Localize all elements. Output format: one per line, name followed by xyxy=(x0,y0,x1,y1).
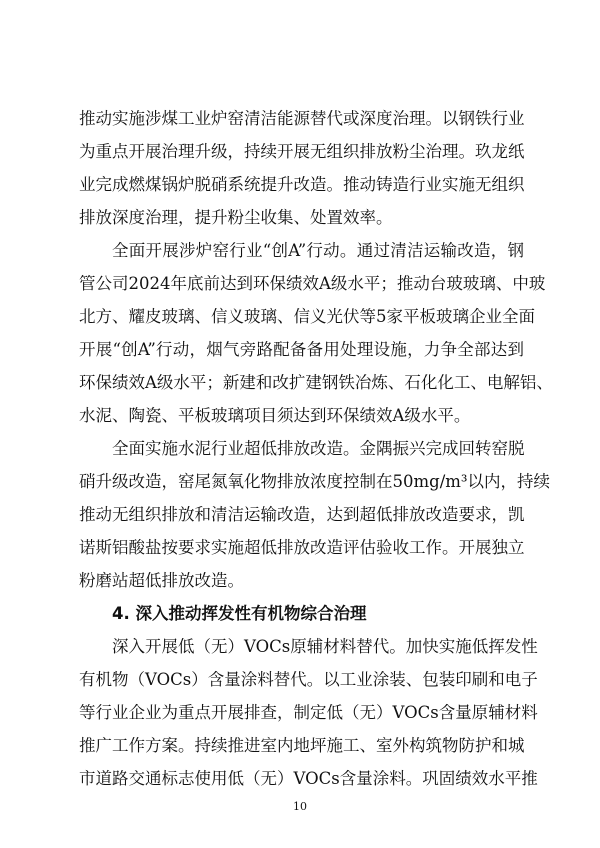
paragraph-1-line-1: 推动实施涉煤工业炉窑清洁能源替代或深度治理。以钢铁行业 xyxy=(79,109,525,128)
paragraph-3-line-1: 全面实施水泥行业超低排放改造。金隅振兴完成回转窑脱 xyxy=(112,439,525,458)
paragraph-4-line-4: 推广工作方案。持续推进室内地坪施工、室外构筑物防护和城 xyxy=(79,736,525,755)
paragraph-2-line-3: 北方、耀皮玻璃、信义玻璃、信义光伏等5家平板玻璃企业全面 xyxy=(79,307,535,326)
paragraph-4-line-5: 市道路交通标志使用低（无）VOCs含量涂料。巩固绩效水平推 xyxy=(79,769,538,788)
paragraph-2-line-1: 全面开展涉炉窑行业“创A”行动。通过清洁运输改造，钢 xyxy=(112,241,524,260)
paragraph-2-line-4: 开展“创A”行动，烟气旁路配备备用处理设施，力争全部达到 xyxy=(79,340,524,359)
page-number: 10 xyxy=(293,800,307,813)
paragraph-1-line-3: 业完成燃煤锅炉脱硝系统提升改造。推动铸造行业实施无组织 xyxy=(79,175,525,194)
paragraph-1-line-2: 为重点开展治理升级，持续开展无组织排放粉尘治理。玖龙纸 xyxy=(79,142,525,161)
paragraph-3-line-5: 粉磨站超低排放改造。 xyxy=(79,571,244,590)
paragraph-3-line-4: 诺斯铝酸盐按要求实施超低排放改造评估验收工作。开展独立 xyxy=(79,538,525,557)
paragraph-3-line-3: 推动无组织排放和清洁运输改造，达到超低排放改造要求，凯 xyxy=(79,505,525,524)
paragraph-4-line-3: 等行业企业为重点开展排查，制定低（无）VOCs含量原辅材料 xyxy=(79,703,538,722)
paragraph-2-line-6: 水泥、陶瓷、平板玻璃项目须达到环保绩效A级水平。 xyxy=(79,406,471,425)
paragraph-1-line-4: 排放深度治理，提升粉尘收集、处置效率。 xyxy=(79,208,393,227)
paragraph-2-line-2: 管公司2024年底前达到环保绩效A级水平；推动台玻玻璃、中玻 xyxy=(79,274,546,293)
paragraph-2-line-5: 环保绩效A级水平；新建和改扩建钢铁冶炼、石化化工、电解铝、 xyxy=(79,373,553,392)
section-heading: 4. 深入推动挥发性有机物综合治理 xyxy=(112,604,367,623)
paragraph-4-line-1: 深入开展低（无）VOCs原辅材料替代。加快实施低挥发性 xyxy=(112,637,538,656)
paragraph-3-line-2: 硝升级改造，窑尾氮氧化物排放浓度控制在50mg/m³以内，持续 xyxy=(79,472,551,491)
paragraph-4-line-2: 有机物（VOCs）含量涂料替代。以工业涂装、包装印刷和电子 xyxy=(79,670,538,689)
